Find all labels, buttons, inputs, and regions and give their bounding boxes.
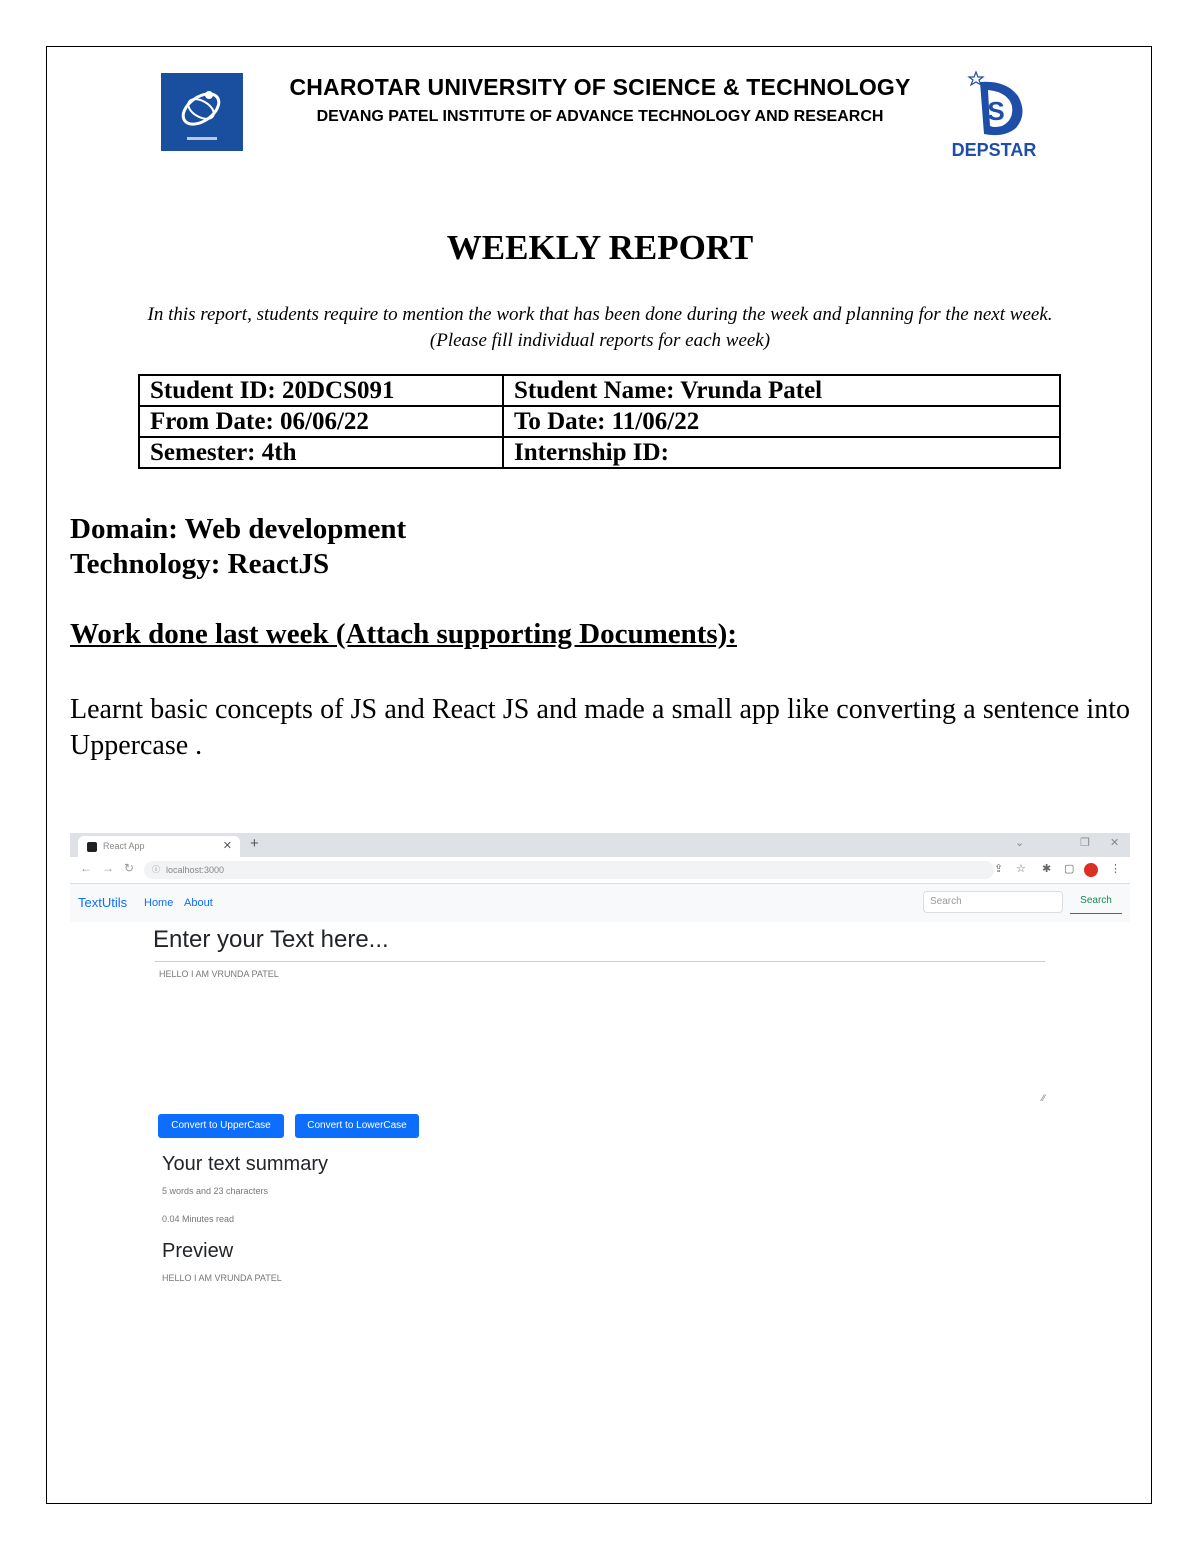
semester-cell: Semester: 4th	[139, 437, 503, 468]
depstar-logo-text: DEPSTAR	[951, 140, 1037, 160]
reload-icon[interactable]: ↻	[124, 861, 135, 875]
app-navbar	[70, 884, 1130, 922]
convert-uppercase-button[interactable]: Convert to UpperCase	[158, 1114, 284, 1138]
instruction-line-2: (Please fill individual reports for each week)	[429, 330, 771, 351]
report-title: WEEKLY REPORT	[446, 228, 754, 267]
university-name: CHAROTAR UNIVERSITY OF SCIENCE & TECHNOLOGY	[289, 74, 911, 100]
new-tab-icon[interactable]: +	[250, 835, 259, 852]
domain-line: Domain: Web development	[70, 513, 407, 545]
institute-name: DEVANG PATEL INSTITUTE OF ADVANCE TECHNOLOGY AND RESEARCH	[316, 108, 884, 125]
browser-tab-bar	[70, 833, 1130, 857]
depstar-logo-icon	[946, 68, 1042, 160]
to-date-cell: To Date: 11/06/22	[503, 406, 1060, 437]
student-id-cell: Student ID: 20DCS091	[139, 375, 503, 406]
internship-id-cell: Internship ID:	[503, 437, 1060, 468]
menu-dots-icon[interactable]: ⋮	[1110, 863, 1121, 875]
back-icon[interactable]: ←	[80, 861, 92, 875]
restore-window-icon[interactable]: ❐	[1080, 837, 1090, 849]
minutes-read: 0.04 Minutes read	[162, 1214, 235, 1224]
chevron-down-icon[interactable]: ⌄	[1015, 837, 1025, 849]
enter-text-heading: Enter your Text here...	[153, 926, 389, 953]
search-input[interactable]: Search	[923, 891, 1063, 913]
report-instruction	[60, 302, 1140, 354]
forward-icon[interactable]: →	[102, 861, 114, 875]
close-window-icon[interactable]: ✕	[1110, 837, 1120, 849]
extensions-icon[interactable]: ✱	[1042, 863, 1052, 875]
react-favicon-icon	[87, 842, 97, 852]
student-name-cell: Student Name: Vrunda Patel	[503, 375, 1060, 406]
convert-lowercase-button[interactable]: Convert to LowerCase	[295, 1114, 419, 1138]
domain-technology-block	[70, 512, 406, 582]
resize-grip-icon[interactable]: ⁄⁄	[1041, 1093, 1045, 1103]
nav-about-link[interactable]: About	[184, 897, 213, 909]
text-input-area[interactable]	[155, 961, 1045, 1103]
address-bar	[70, 857, 1130, 884]
tab-title: React App	[103, 841, 145, 851]
site-info-icon[interactable]: ⓘ	[152, 865, 160, 874]
instruction-line-1: In this report, students require to mention the work that has been done during the week and planning for the next week.	[147, 304, 1053, 325]
tab-close-icon[interactable]: ✕	[222, 840, 232, 852]
technology-line: Technology: ReactJS	[70, 548, 330, 580]
summary-counts: 5 words and 23 characters	[162, 1186, 269, 1196]
brand-link[interactable]: TextUtils	[78, 895, 128, 910]
browser-tab[interactable]	[78, 836, 240, 857]
work-done-heading: Work done last week (Attach supporting Documents):	[70, 618, 737, 650]
side-panel-icon[interactable]: ▢	[1064, 863, 1075, 875]
textarea-value: HELLO I AM VRUNDA PATEL	[159, 969, 279, 979]
url-text: localhost:3000	[166, 865, 225, 875]
work-done-text: Learnt basic concepts of JS and React JS and made a small app like converting a sentence into Uppercase .	[70, 694, 1130, 761]
profile-avatar[interactable]	[1084, 863, 1098, 877]
share-icon[interactable]: ⇪	[994, 863, 1004, 875]
preview-heading: Preview	[162, 1240, 234, 1262]
url-field[interactable]	[144, 861, 994, 879]
from-date-cell: From Date: 06/06/22	[139, 406, 503, 437]
student-info-table	[138, 374, 1061, 469]
preview-text: HELLO I AM VRUNDA PATEL	[162, 1273, 282, 1283]
svg-text:S: S	[987, 96, 1005, 126]
summary-heading: Your text summary	[162, 1153, 328, 1175]
app-screenshot	[70, 833, 1130, 1303]
bookmark-star-icon[interactable]: ☆	[1016, 863, 1026, 875]
nav-home-link[interactable]: Home	[144, 897, 174, 909]
search-button[interactable]: Search	[1070, 891, 1122, 914]
